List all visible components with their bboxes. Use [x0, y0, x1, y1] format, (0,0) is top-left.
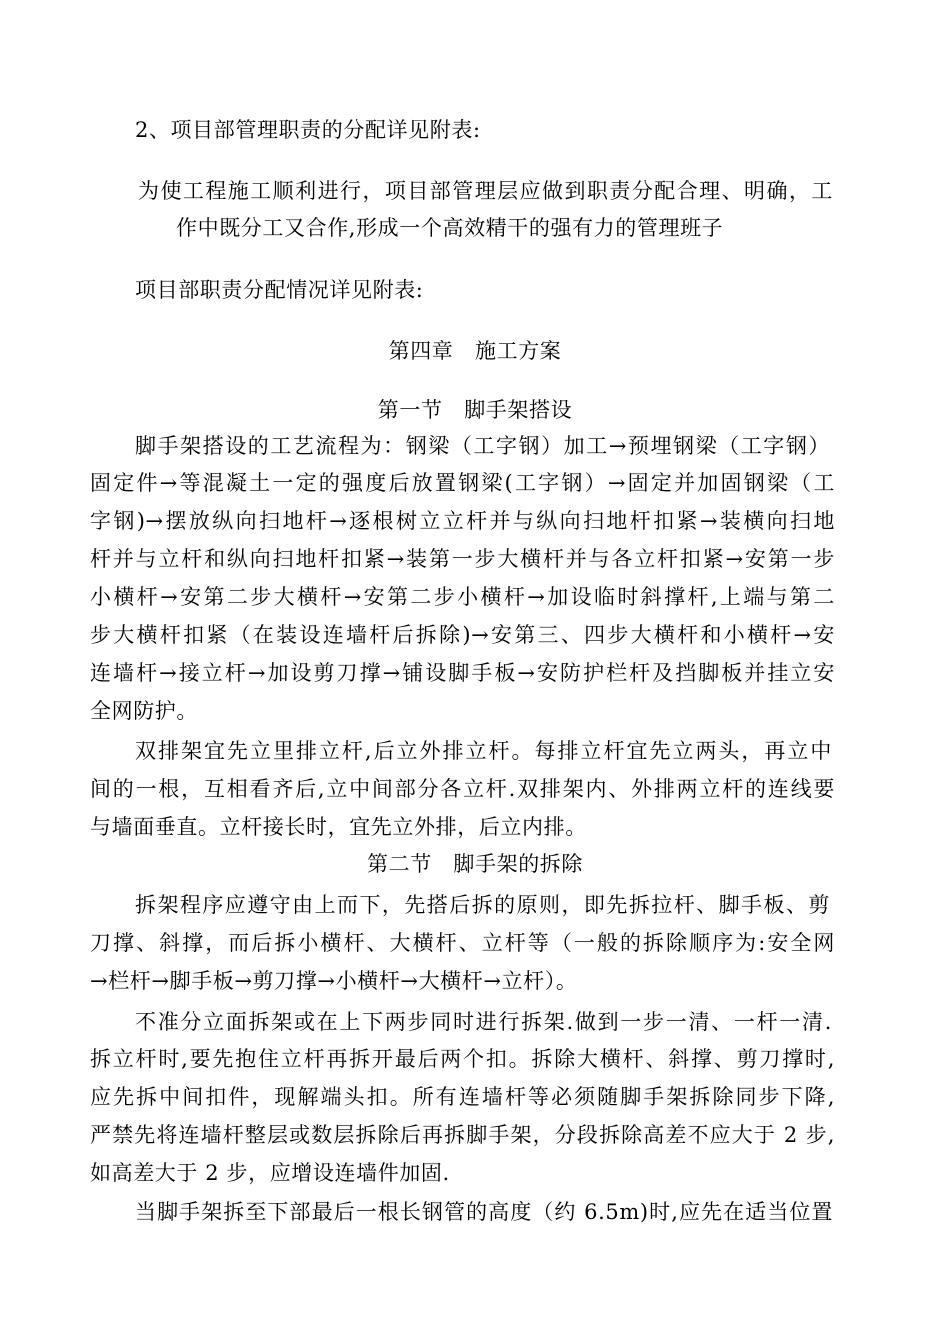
section-1-para-1-line: 杆并与立杆和纵向扫地杆扣紧→装第一步大横杆并与各立杆扣紧→安第一步	[90, 547, 835, 571]
section-2-para-2-line: 不准分立面拆架或在上下两步同时进行拆架.做到一步一清、一杆一清.	[135, 1010, 832, 1034]
intro-line-2: 作中既分工又合作,形成一个高效精干的强有力的管理班子	[176, 216, 724, 240]
intro-line-1: 为使工程施工顺利进行，项目部管理层应做到职责分配合理、明确，工	[138, 179, 833, 203]
chapter-title: 第四章 施工方案	[388, 339, 562, 363]
item-2-heading: 2、项目部管理职责的分配详见附表:	[135, 118, 481, 142]
section-2-title: 第二节 脚手架的拆除	[367, 852, 583, 876]
section-1-para-1-line: 小横杆→安第二步大横杆→安第二步小横杆→加设临时斜撑杆,上端与第二	[90, 585, 835, 609]
section-2-para-1-line: →栏杆→脚手板→剪刀撑→小横杆→大横杆→立杆）。	[90, 969, 578, 993]
section-1-para-1-line: 步大横杆扣紧（在装设连墙杆后拆除)→安第三、四步大横杆和小横杆→安	[90, 623, 835, 647]
section-2-para-2-line: 拆立杆时,要先抱住立杆再拆开最后两个扣。拆除大横杆、斜撑、剪刀撑时,	[90, 1047, 835, 1071]
see-table-text: 项目部职责分配情况详见附表:	[135, 278, 424, 302]
section-2-para-2-line: 应先拆中间扣件，现解端头扣。所有连墙杆等必须随脚手架拆除同步下降,	[90, 1085, 835, 1109]
section-1-para-2-line: 与墙面垂直。立杆接长时，宜先立外排，后立内排。	[90, 815, 587, 839]
section-2-para-2-line: 如高差大于 2 步，应增设连墙件加固.	[90, 1161, 450, 1185]
section-2-para-1-line: 拆架程序应遵守由上而下，先搭后拆的原则，即先拆拉杆、脚手板、剪	[135, 893, 830, 917]
section-1-para-1-line: 字钢)→摆放纵向扫地杆→逐根树立立杆并与纵向扫地杆扣紧→装横向扫地	[90, 509, 835, 533]
section-1-para-1-line: 全网防护。	[90, 699, 198, 723]
section-1-para-1-line: 脚手架搭设的工艺流程为：钢梁（工字钢）加工→预埋钢梁（工字钢）	[135, 434, 830, 458]
section-1-para-1-line: 固定件→等混凝土一定的强度后放置钢梁(工字钢）→固定并加固钢梁（工	[90, 471, 835, 495]
section-1-para-1-line: 连墙杆→接立杆→加设剪刀撑→铺设脚手板→安防护栏杆及挡脚板并挂立安	[90, 661, 835, 685]
section-2-para-2-line: 严禁先将连墙杆整层或数层拆除后再拆脚手架，分段拆除高差不应大于 2 步,	[90, 1123, 835, 1147]
section-2-para-3-line: 当脚手架拆至下部最后一根长钢管的高度（约 6.5m)时,应先在适当位置	[135, 1200, 833, 1224]
section-2-para-1-line: 刀撑、斜撑，而后拆小横杆、大横杆、立杆等（一般的拆除顺序为:安全网	[90, 931, 835, 955]
section-1-para-2-line: 间的一根，互相看齐后,立中间部分各立杆.双排架内、外排两立杆的连线要	[90, 777, 835, 801]
section-1-title: 第一节 脚手架搭设	[377, 398, 573, 422]
section-1-para-2-line: 双排架宜先立里排立杆,后立外排立杆。每排立杆宜先立两头，再立中	[135, 739, 832, 763]
